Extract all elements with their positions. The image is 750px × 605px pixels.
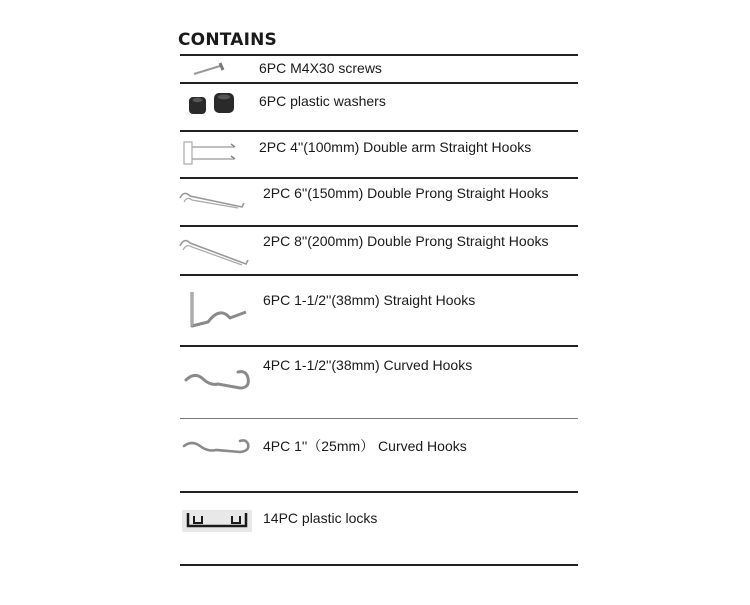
divider	[180, 345, 578, 347]
contains-heading: CONTAINS	[178, 30, 277, 50]
small-curved-hook-icon	[182, 436, 252, 458]
list-item-label: 2PC 8''(200mm) Double Prong Straight Hooks	[263, 233, 549, 249]
divider	[180, 177, 578, 179]
divider	[180, 54, 578, 56]
list-item-label: 6PC M4X30 screws	[259, 60, 382, 76]
divider	[180, 130, 578, 132]
list-item-label: 6PC 1-1/2''(38mm) Straight Hooks	[263, 292, 476, 308]
divider	[180, 491, 578, 493]
list-item-label: 4PC 1-1/2''(38mm) Curved Hooks	[263, 357, 473, 373]
double-prong-hook-icon	[178, 188, 248, 212]
list-item-label: 6PC plastic washers	[259, 93, 386, 109]
screw-icon	[192, 60, 228, 78]
plastic-lock-icon	[182, 510, 252, 532]
double-arm-hook-icon	[182, 140, 238, 166]
double-prong-hook-long-icon	[178, 234, 252, 268]
divider	[180, 225, 578, 227]
list-item-label: 14PC plastic locks	[263, 510, 378, 526]
divider	[180, 274, 578, 276]
straight-hook-icon	[186, 290, 252, 330]
washer-icon	[186, 91, 242, 117]
divider	[180, 564, 578, 566]
curved-hook-icon	[184, 366, 254, 400]
list-item-label: 4PC 1''（25mm） Curved Hooks	[263, 438, 467, 454]
list-item-label: 2PC 6''(150mm) Double Prong Straight Hooks	[263, 185, 549, 201]
list-item-label: 2PC 4''(100mm) Double arm Straight Hooks	[259, 139, 532, 155]
divider	[180, 418, 578, 419]
divider	[180, 82, 578, 84]
